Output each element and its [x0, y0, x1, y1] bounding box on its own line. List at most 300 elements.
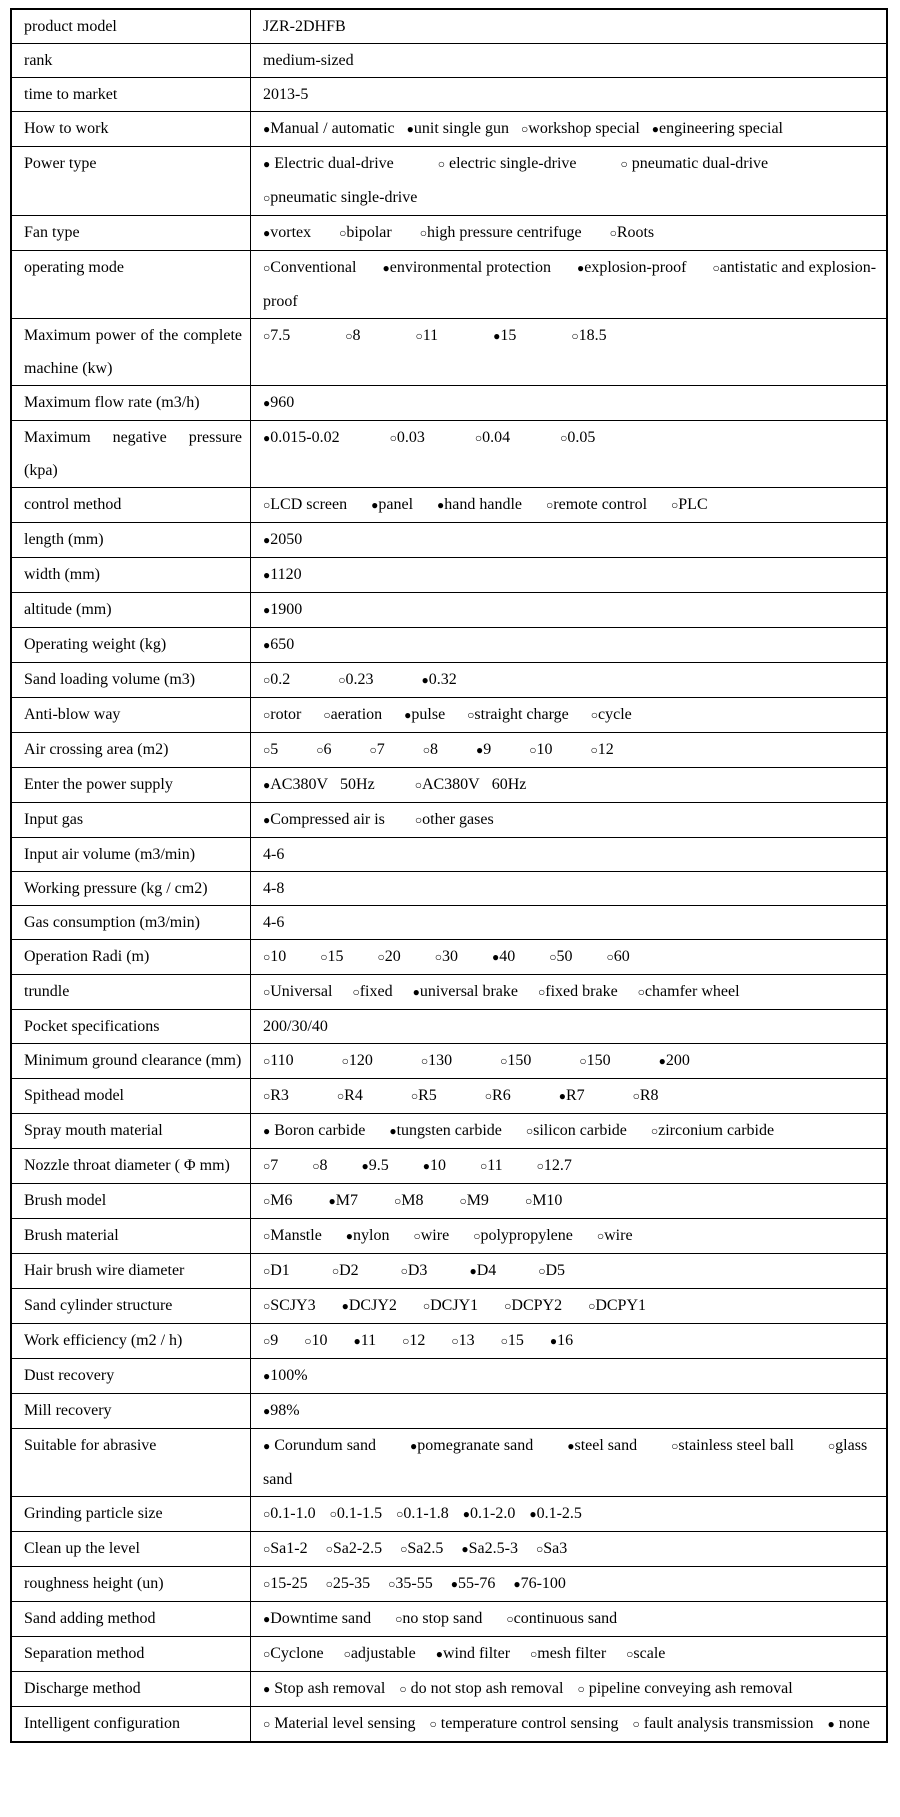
option-label: glass sand	[263, 1437, 868, 1488]
option	[263, 327, 290, 344]
radio-selected-icon: ●	[529, 1507, 537, 1521]
option	[493, 327, 516, 344]
option-label: 60	[613, 948, 630, 965]
option	[651, 1122, 774, 1139]
option	[475, 429, 510, 446]
option-label: mesh filter	[537, 1645, 607, 1662]
table-row	[11, 44, 887, 78]
row-label: Mill recovery	[11, 1394, 251, 1429]
option-label: pneumatic dual-drive	[627, 155, 769, 172]
option-label: 15	[500, 327, 517, 344]
option-gap	[606, 1657, 626, 1658]
row-value	[251, 147, 888, 216]
row-label: Grinding particle size	[11, 1497, 251, 1532]
radio-selected-icon: ●	[263, 157, 271, 171]
radio-unselected-icon: ○	[336, 1089, 345, 1103]
radio-unselected-icon: ○	[451, 1334, 459, 1348]
option-label: 0.32	[428, 671, 457, 688]
option-gap	[395, 132, 407, 133]
row-value	[251, 1429, 888, 1497]
row-value	[251, 216, 888, 251]
option	[339, 224, 392, 241]
option-label: R8	[639, 1087, 659, 1104]
option-gap	[358, 1204, 394, 1205]
option-gap	[531, 1064, 579, 1065]
option	[263, 224, 311, 241]
option-gap	[316, 1517, 330, 1518]
option-label: Manual / automatic	[270, 120, 395, 137]
option-label: 0.1-2.5	[536, 1505, 582, 1522]
option	[577, 259, 686, 276]
option-label: explosion-proof	[584, 259, 687, 276]
radio-unselected-icon: ○	[546, 498, 554, 512]
option-label: R5	[418, 1087, 437, 1104]
option-gap	[365, 1134, 389, 1135]
option	[591, 706, 632, 723]
option-gap	[423, 1204, 459, 1205]
radio-unselected-icon: ○	[437, 157, 445, 171]
radio-unselected-icon: ○	[467, 708, 475, 722]
option-label: 11	[360, 1332, 377, 1349]
option	[342, 1297, 397, 1314]
option	[263, 1575, 308, 1592]
option	[263, 1297, 316, 1314]
option-label: D5	[545, 1262, 566, 1279]
option-label: zirconium carbide	[658, 1122, 775, 1139]
row-label: rank	[11, 44, 251, 78]
option	[263, 429, 340, 446]
option-label: 15	[327, 948, 344, 965]
radio-unselected-icon: ○	[263, 261, 271, 275]
row-value	[251, 1010, 888, 1044]
radio-unselected-icon: ○	[626, 1647, 634, 1661]
radio-unselected-icon: ○	[504, 1299, 512, 1313]
option-label: electric single-drive	[445, 155, 577, 172]
spec-table	[10, 8, 888, 1743]
option-label: 12	[409, 1332, 426, 1349]
row-value	[251, 1497, 888, 1532]
option	[437, 496, 522, 513]
radio-selected-icon: ●	[435, 1647, 443, 1661]
option-gap	[510, 441, 560, 442]
radio-unselected-icon: ○	[263, 1334, 271, 1348]
row-value	[251, 78, 888, 112]
option-gap	[359, 1274, 401, 1275]
option	[263, 1262, 290, 1279]
option-label: pneumatic single-drive	[270, 189, 418, 206]
option	[459, 1192, 488, 1209]
table-row	[11, 1707, 887, 1743]
option	[538, 983, 618, 1000]
table-row	[11, 1010, 887, 1044]
option	[567, 1437, 637, 1454]
option	[546, 496, 647, 513]
option-label: 130	[428, 1052, 453, 1069]
option-gap	[495, 1587, 513, 1588]
option	[263, 1227, 322, 1244]
table-row	[11, 663, 887, 698]
option-label: environmental protection	[389, 259, 551, 276]
option-gap	[361, 339, 416, 340]
option-label: 0.015-0.02	[270, 429, 340, 446]
option-label: 8	[430, 741, 438, 758]
option-gap	[585, 1099, 633, 1100]
radio-unselected-icon: ○	[343, 1647, 351, 1661]
option	[263, 1367, 308, 1384]
table-row	[11, 1289, 887, 1324]
option-label: 8	[319, 1157, 328, 1174]
radio-unselected-icon: ○	[473, 1229, 481, 1243]
option	[421, 1052, 452, 1069]
row-value	[251, 1114, 888, 1149]
option-label: 2050	[270, 531, 303, 548]
option	[416, 327, 439, 344]
row-value	[251, 1044, 888, 1079]
option	[328, 1192, 357, 1209]
row-label: time to market	[11, 78, 251, 112]
table-row	[11, 803, 887, 838]
table-row	[11, 1184, 887, 1219]
option-label: Roots	[616, 224, 655, 241]
row-label: Gas consumption (m3/min)	[11, 906, 251, 940]
option	[500, 1052, 531, 1069]
table-row	[11, 733, 887, 768]
option	[415, 811, 494, 828]
option-gap	[573, 1239, 597, 1240]
radio-unselected-icon: ○	[536, 1159, 544, 1173]
option-label: 25-35	[332, 1575, 371, 1592]
option	[485, 1087, 511, 1104]
option	[304, 1332, 327, 1349]
table-row	[11, 1044, 887, 1079]
option-gap	[518, 995, 538, 996]
option-label: remote control	[553, 496, 648, 513]
option	[370, 741, 385, 758]
row-value	[251, 488, 888, 523]
option-gap	[814, 1727, 828, 1728]
option-gap	[577, 167, 621, 168]
option	[513, 1575, 566, 1592]
radio-unselected-icon: ○	[338, 673, 346, 687]
option-label: 50	[556, 948, 573, 965]
option-gap	[382, 1517, 396, 1518]
option-label: 5	[270, 741, 279, 758]
option-gap	[401, 960, 435, 961]
option-label: Sa2-2.5	[332, 1540, 383, 1557]
option-label: 9.5	[368, 1157, 389, 1174]
table-row	[11, 1324, 887, 1359]
option-label: 1900	[270, 601, 303, 618]
radio-unselected-icon: ○	[632, 1089, 640, 1103]
row-label: Brush model	[11, 1184, 251, 1219]
radio-unselected-icon: ○	[339, 226, 347, 240]
radio-unselected-icon: ○	[524, 1194, 533, 1208]
radio-selected-icon: ●	[263, 638, 271, 652]
option	[263, 1332, 278, 1349]
option-label: Sa3	[543, 1540, 568, 1557]
option	[263, 706, 301, 723]
table-row	[11, 319, 887, 386]
radio-unselected-icon: ○	[420, 1054, 429, 1068]
option-gap	[515, 960, 549, 961]
option-gap	[390, 1239, 414, 1240]
option-gap	[618, 995, 638, 996]
radio-unselected-icon: ○	[484, 1089, 493, 1103]
option	[263, 601, 302, 618]
radio-unselected-icon: ○	[263, 1194, 271, 1208]
option	[469, 1262, 496, 1279]
table-row	[11, 1637, 887, 1672]
option	[501, 1332, 524, 1349]
option	[577, 1680, 792, 1697]
option-label: scale	[633, 1645, 666, 1662]
option-gap	[637, 1449, 671, 1450]
row-value	[251, 1672, 888, 1707]
value-text: medium-sized	[263, 52, 354, 69]
radio-unselected-icon: ○	[606, 950, 614, 964]
row-label: trundle	[11, 975, 251, 1010]
option	[420, 224, 582, 241]
option	[382, 259, 551, 276]
option	[263, 1192, 292, 1209]
row-label: Hair brush wire diameter	[11, 1254, 251, 1289]
radio-selected-icon: ●	[341, 1299, 349, 1313]
table-row	[11, 906, 887, 940]
option	[263, 1437, 376, 1454]
row-label: Input gas	[11, 803, 251, 838]
option-label: Sa1-2	[270, 1540, 308, 1557]
table-row	[11, 1254, 887, 1289]
option	[401, 1262, 428, 1279]
option-label: 650	[270, 636, 295, 653]
row-value	[251, 1394, 888, 1429]
option-label: 40	[499, 948, 516, 965]
radio-selected-icon: ●	[263, 813, 271, 827]
table-row	[11, 78, 887, 112]
option	[352, 983, 392, 1000]
radio-unselected-icon: ○	[827, 1439, 836, 1453]
option-gap	[433, 1587, 451, 1588]
table-row	[11, 558, 887, 593]
option	[506, 1610, 617, 1627]
radio-unselected-icon: ○	[422, 743, 430, 757]
radio-unselected-icon: ○	[263, 1159, 271, 1173]
radio-selected-icon: ●	[263, 431, 271, 445]
option-label: Stop ash removal	[270, 1680, 386, 1697]
option-label: 30	[442, 948, 458, 965]
option-label: antistatic and explosion-proof	[263, 259, 877, 310]
option	[263, 1715, 416, 1732]
table-row	[11, 112, 887, 147]
option	[263, 983, 332, 1000]
radio-unselected-icon: ○	[620, 157, 628, 171]
radio-selected-icon: ●	[461, 1542, 469, 1556]
option	[395, 1610, 482, 1627]
radio-unselected-icon: ○	[415, 329, 423, 343]
option-gap	[619, 1727, 633, 1728]
radio-unselected-icon: ○	[263, 1264, 271, 1278]
option	[263, 259, 356, 276]
option	[263, 531, 302, 548]
option-label: SCJY3	[270, 1297, 316, 1314]
radio-unselected-icon: ○	[263, 191, 271, 205]
option-label: 35-55	[395, 1575, 433, 1592]
row-value	[251, 1254, 888, 1289]
option-gap	[582, 236, 610, 237]
option-label: 18.5	[578, 327, 607, 344]
table-row	[11, 1114, 887, 1149]
radio-unselected-icon: ○	[325, 1542, 333, 1556]
value-text: 2013-5	[263, 86, 309, 103]
row-value	[251, 1637, 888, 1672]
option-gap	[502, 1134, 526, 1135]
table-row	[11, 216, 887, 251]
option	[480, 1157, 503, 1174]
row-value	[251, 1602, 888, 1637]
value-text: 4-6	[263, 914, 285, 931]
option	[378, 948, 401, 965]
row-label: Sand adding method	[11, 1602, 251, 1637]
row-value	[251, 9, 888, 44]
radio-unselected-icon: ○	[535, 1542, 544, 1556]
radio-unselected-icon: ○	[312, 1159, 320, 1173]
radio-unselected-icon: ○	[400, 1542, 408, 1556]
option-label: other gases	[422, 811, 494, 828]
option-label: R6	[492, 1087, 511, 1104]
option-label: 10	[430, 1157, 446, 1174]
value-text: 4-8	[263, 880, 285, 897]
option	[671, 1437, 794, 1454]
radio-unselected-icon: ○	[331, 1264, 340, 1278]
option-gap	[376, 1344, 402, 1345]
row-label: Spray mouth material	[11, 1114, 251, 1149]
option-label: engineering special	[659, 120, 783, 137]
option-label: 16	[557, 1332, 574, 1349]
row-value	[251, 768, 888, 803]
option-label: Boron carbide	[270, 1122, 366, 1139]
radio-selected-icon: ●	[549, 1334, 558, 1348]
row-value	[251, 44, 888, 78]
option	[526, 1122, 627, 1139]
option	[326, 1540, 383, 1557]
option-label: steel sand	[574, 1437, 638, 1454]
option-gap	[373, 1064, 421, 1065]
option-gap	[686, 271, 712, 272]
option-label: 7	[376, 741, 385, 758]
option-label: aeration	[330, 706, 383, 723]
radio-unselected-icon: ○	[560, 431, 568, 445]
option-gap	[416, 1727, 430, 1728]
row-label: width (mm)	[11, 558, 251, 593]
option	[338, 671, 373, 688]
option-gap	[322, 1239, 346, 1240]
option	[263, 566, 302, 583]
option-gap	[458, 960, 492, 961]
table-row	[11, 838, 887, 872]
table-row	[11, 1149, 887, 1184]
option	[337, 1087, 363, 1104]
option-label: wind filter	[442, 1645, 511, 1662]
option	[263, 1505, 316, 1522]
radio-unselected-icon: ○	[263, 743, 271, 757]
option	[560, 429, 595, 446]
option-label: adjustable	[350, 1645, 416, 1662]
option-gap	[569, 718, 591, 719]
option-label: 0.1-1.5	[336, 1505, 383, 1522]
option-label: Downtime sand	[270, 1610, 372, 1627]
option-label: Sa2.5-3	[468, 1540, 518, 1557]
radio-unselected-icon: ○	[352, 985, 360, 999]
radio-unselected-icon: ○	[521, 122, 529, 136]
option	[423, 741, 438, 758]
option-gap	[416, 1657, 436, 1658]
option	[371, 496, 413, 513]
option-label: 8	[352, 327, 361, 344]
option-label: 120	[348, 1052, 373, 1069]
radio-selected-icon: ●	[558, 1089, 566, 1103]
option	[346, 1227, 390, 1244]
option-label: 10	[311, 1332, 328, 1349]
radio-unselected-icon: ○	[369, 743, 377, 757]
option	[597, 1227, 633, 1244]
option	[263, 496, 347, 513]
option	[362, 1157, 389, 1174]
option-gap	[446, 1169, 480, 1170]
radio-selected-icon: ●	[437, 498, 445, 512]
radio-selected-icon: ●	[263, 533, 271, 547]
option	[422, 671, 457, 688]
radio-unselected-icon: ○	[529, 743, 537, 757]
option-label: D2	[339, 1262, 359, 1279]
radio-selected-icon: ●	[827, 1717, 835, 1731]
option-gap	[332, 995, 352, 996]
radio-unselected-icon: ○	[396, 1507, 404, 1521]
row-label: Minimum ground clearance (mm)	[11, 1044, 251, 1079]
option-gap	[553, 753, 591, 754]
option	[652, 120, 783, 137]
value-text: JZR-2DHFB	[263, 18, 346, 35]
table-row	[11, 1429, 887, 1497]
option-gap	[427, 1274, 469, 1275]
option	[407, 120, 509, 137]
option-label: 0.23	[345, 671, 374, 688]
option-gap	[443, 1552, 461, 1553]
row-value	[251, 698, 888, 733]
row-label: Dust recovery	[11, 1359, 251, 1394]
option-label: M6	[270, 1192, 293, 1209]
option-label: high pressure centrifuge	[426, 224, 582, 241]
option	[263, 1610, 371, 1627]
option-gap	[332, 753, 370, 754]
option	[411, 1087, 437, 1104]
radio-unselected-icon: ○	[577, 1682, 585, 1696]
option-gap	[489, 1204, 525, 1205]
option-gap	[573, 960, 607, 961]
option-gap	[425, 1344, 451, 1345]
radio-selected-icon: ●	[577, 261, 585, 275]
option	[326, 1575, 371, 1592]
option-gap	[437, 1099, 485, 1100]
option	[538, 1262, 565, 1279]
option-gap	[515, 1517, 529, 1518]
option-gap	[413, 508, 437, 509]
row-label: Maximum negative pressure (kpa)	[11, 421, 251, 488]
option-label: Manstle	[270, 1227, 322, 1244]
option	[626, 1645, 665, 1662]
option	[588, 1297, 646, 1314]
option-label: none	[834, 1715, 870, 1732]
radio-unselected-icon: ○	[414, 813, 423, 827]
